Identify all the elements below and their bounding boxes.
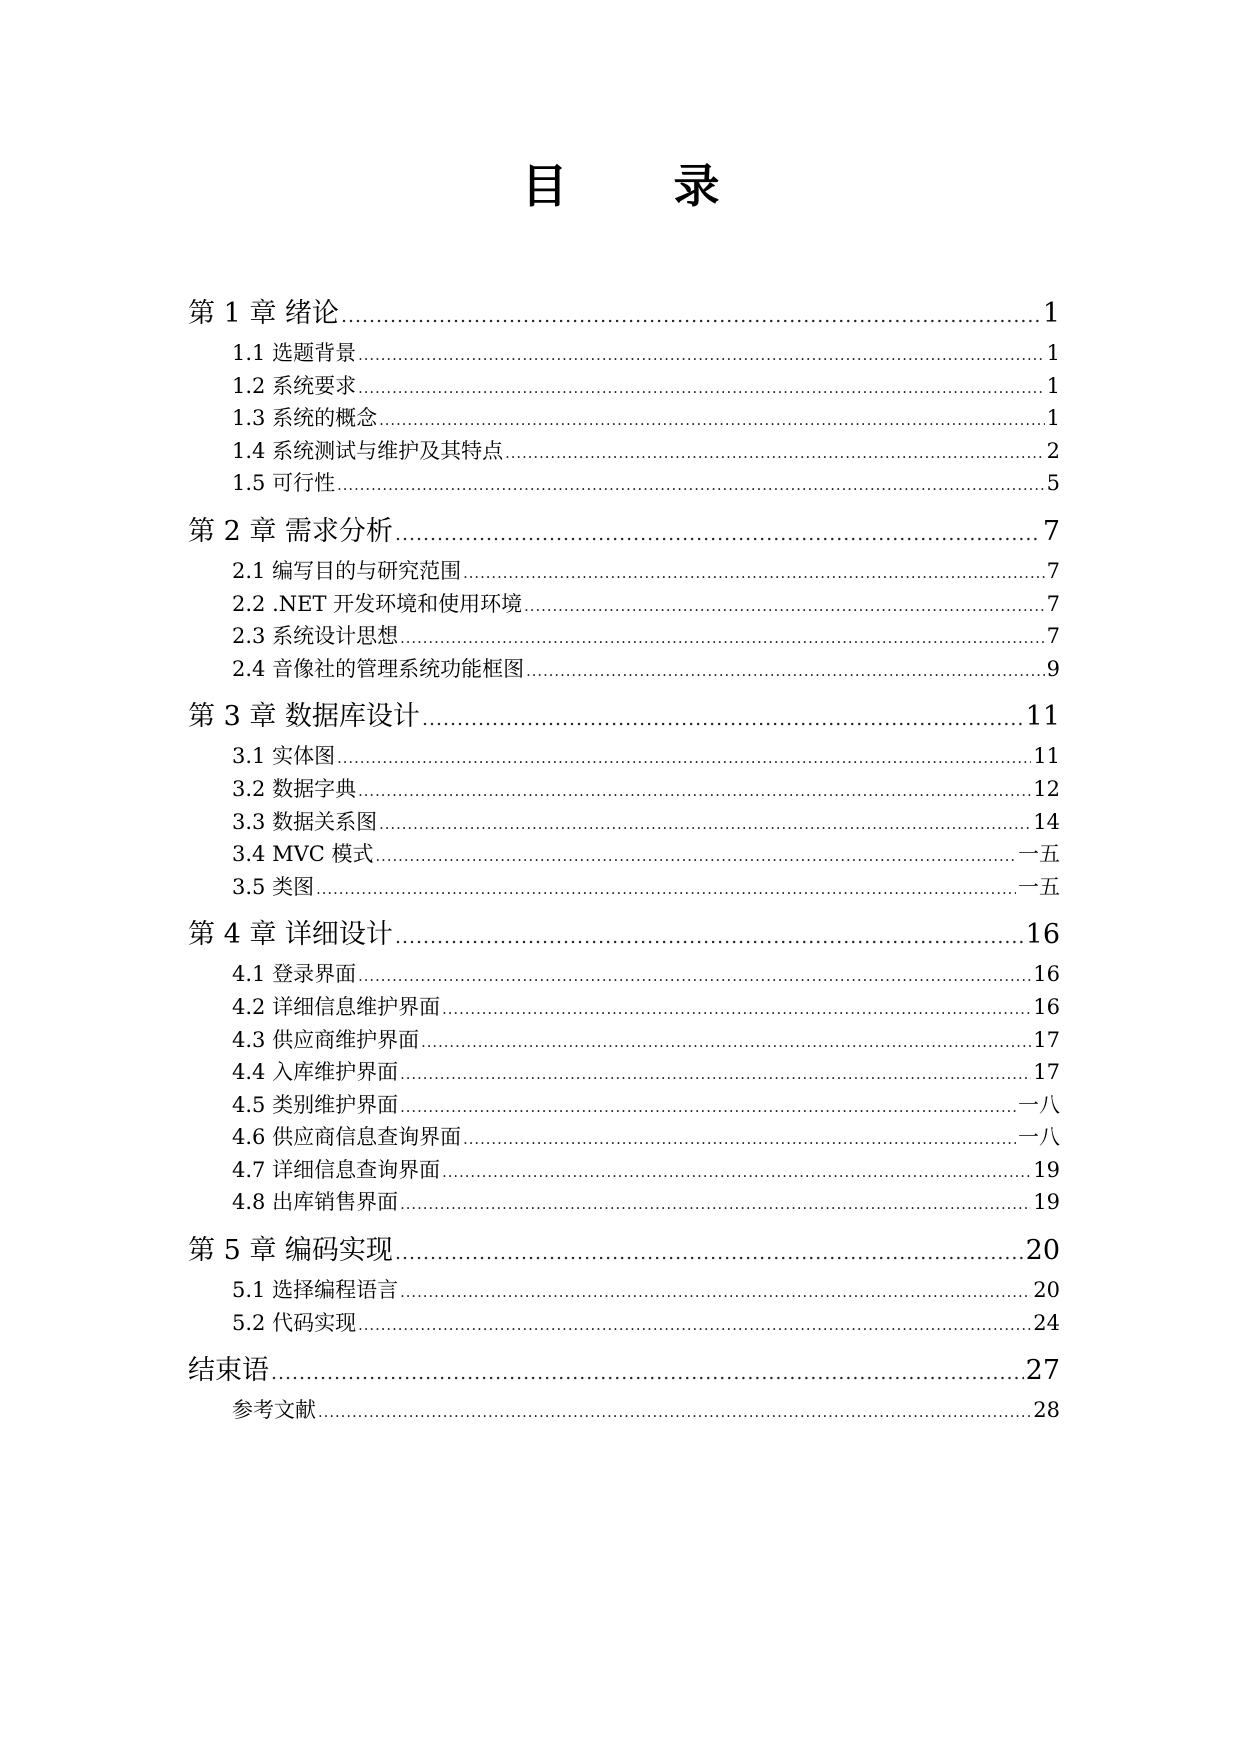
toc-page-number: 16: [1033, 994, 1060, 1019]
dot-leader: [422, 696, 1024, 743]
dot-leader: [318, 1397, 1031, 1430]
toc-page-number: 14: [1033, 809, 1060, 834]
toc-page-number: 一五: [1018, 874, 1060, 899]
toc-section-entry: [188, 467, 1060, 500]
toc-chapter-entry: [188, 1227, 1060, 1274]
dot-leader: [442, 994, 1031, 1027]
toc-page-number: 19: [1033, 1157, 1060, 1182]
dot-leader: [400, 623, 1045, 656]
toc-entry-label: 4.2 详细信息维护界面: [232, 994, 441, 1019]
toc-section-entry: [188, 370, 1060, 403]
toc-section-entry: [188, 740, 1060, 773]
dot-leader: [442, 1157, 1031, 1190]
toc-section-entry: [188, 1186, 1060, 1219]
dot-leader: [400, 1189, 1031, 1222]
toc-section-entry: [188, 555, 1060, 588]
dot-leader: [358, 340, 1045, 373]
toc-chapter-entry: [188, 1347, 1060, 1394]
toc-section-entry: [188, 1121, 1060, 1154]
toc-entry-label: 4.6 供应商信息查询界面: [232, 1125, 462, 1150]
toc-page-number: 一八: [1018, 1092, 1060, 1117]
toc-entry-label: 第 1 章 绪论: [188, 298, 339, 329]
toc-entry-label: 第 2 章 需求分析: [188, 515, 393, 547]
toc-section-entry: [188, 773, 1060, 806]
toc-page-number: 9: [1046, 656, 1060, 681]
toc-page-number: 17: [1033, 1027, 1060, 1052]
toc-page-number: 1: [1046, 341, 1060, 365]
page-title: 目 录: [521, 159, 750, 213]
toc-entry-label: 结束语: [188, 1355, 269, 1387]
toc-page-number: 7: [1042, 515, 1060, 547]
toc-chapter-entry: [188, 508, 1060, 555]
toc-entry-label: 4.1 登录界面: [232, 962, 357, 987]
toc-entry-label: 5.2 代码实现: [232, 1310, 357, 1335]
toc-entry-label: 参考文献: [232, 1398, 316, 1423]
dot-leader: [400, 1092, 1016, 1125]
toc-section-entry: [188, 653, 1060, 686]
toc-entry-label: 4.4 入库维护界面: [232, 1060, 399, 1085]
toc-page-number: 12: [1033, 776, 1060, 801]
toc-section-entry: [188, 1154, 1060, 1187]
toc-section-entry: [188, 1394, 1060, 1427]
toc-entry-label: 第 5 章 编码实现: [188, 1235, 393, 1267]
toc-page-number: 19: [1033, 1190, 1060, 1215]
toc-entry-label: 2.3 系统设计思想: [232, 624, 399, 649]
dot-leader: [400, 1059, 1031, 1092]
toc-page-number: 5: [1046, 471, 1060, 496]
toc-entry-label: 3.1 实体图: [232, 744, 336, 769]
dot-leader: [421, 1027, 1031, 1060]
dot-leader: [271, 1350, 1024, 1397]
dot-leader: [341, 293, 1041, 340]
toc-page-number: 1: [1042, 298, 1060, 329]
toc-entry-label: 4.8 出库销售界面: [232, 1190, 399, 1215]
dot-leader: [358, 1310, 1031, 1343]
toc-entry-label: 第 3 章 数据库设计: [188, 701, 420, 733]
dot-leader: [395, 914, 1024, 961]
toc-entry-label: 1.1 选题背景: [232, 341, 357, 365]
toc-page-number: 28: [1033, 1398, 1060, 1423]
toc-entry-label: 3.4 MVC 模式: [232, 842, 374, 867]
toc-entry-label: 3.2 数据字典: [232, 776, 357, 801]
dot-leader: [395, 1230, 1024, 1277]
toc-page-number: 一八: [1018, 1125, 1060, 1150]
toc-section-entry: [188, 991, 1060, 1024]
toc-section-entry: [188, 838, 1060, 871]
toc-page-number: 17: [1033, 1060, 1060, 1085]
toc-page-number: 7: [1046, 624, 1060, 649]
toc-entry-label: 5.1 选择编程语言: [232, 1278, 399, 1303]
toc-entry-label: 1.4 系统测试与维护及其特点: [232, 438, 504, 463]
toc-section-entry: [188, 1024, 1060, 1057]
toc-entry-label: 4.5 类别维护界面: [232, 1092, 399, 1117]
dot-leader: [395, 511, 1041, 558]
dot-leader: [375, 841, 1016, 874]
toc-page-number: 2: [1046, 438, 1060, 463]
toc-section-entry: [188, 620, 1060, 653]
toc-entry-label: 2.2 .NET 开发环境和使用环境: [232, 591, 523, 616]
toc-page-number: 1: [1046, 373, 1060, 398]
toc-page-number: 24: [1033, 1310, 1060, 1335]
toc-entry-label: 2.4 音像社的管理系统功能框图: [232, 656, 525, 681]
toc-chapter-entry: [188, 911, 1060, 958]
toc-section-entry: [188, 806, 1060, 839]
toc-page-number: 20: [1033, 1278, 1060, 1303]
dot-leader: [358, 961, 1031, 994]
toc-page-number: 16: [1033, 962, 1060, 987]
dot-leader: [463, 558, 1045, 591]
toc-page-number: 16: [1025, 919, 1060, 951]
toc-section-entry: [188, 1274, 1060, 1307]
dot-leader: [505, 438, 1045, 471]
toc-entry-label: 3.5 类图: [232, 874, 315, 899]
toc-page-number: 7: [1046, 591, 1060, 616]
toc-page-number: 1: [1046, 406, 1060, 431]
toc-page-number: 7: [1046, 558, 1060, 583]
toc-entry-label: 第 4 章 详细设计: [188, 919, 393, 951]
toc-section-entry: [188, 435, 1060, 468]
dot-leader: [379, 809, 1031, 842]
dot-leader: [337, 743, 1031, 776]
toc-entry-label: 4.3 供应商维护界面: [232, 1027, 420, 1052]
toc-section-entry: [188, 588, 1060, 621]
table-of-contents: [188, 290, 1060, 1427]
dot-leader: [463, 1124, 1016, 1157]
dot-leader: [526, 656, 1045, 689]
dot-leader: [358, 373, 1045, 406]
toc-chapter-entry: [188, 290, 1060, 337]
toc-entry-label: 1.5 可行性: [232, 471, 336, 496]
toc-entry-label: 1.2 系统要求: [232, 373, 357, 398]
toc-entry-label: 4.7 详细信息查询界面: [232, 1157, 441, 1182]
toc-page-number: 11: [1025, 701, 1060, 733]
dot-leader: [316, 874, 1016, 907]
dot-leader: [400, 1277, 1031, 1310]
toc-section-entry: [188, 1307, 1060, 1340]
toc-section-entry: [188, 1089, 1060, 1122]
dot-leader: [379, 405, 1045, 438]
toc-chapter-entry: [188, 693, 1060, 740]
toc-page-number: 27: [1025, 1355, 1060, 1387]
toc-section-entry: [188, 337, 1060, 370]
toc-entry-label: 1.3 系统的概念: [232, 406, 378, 431]
toc-entry-label: 3.3 数据关系图: [232, 809, 378, 834]
toc-section-entry: [188, 871, 1060, 904]
toc-section-entry: [188, 958, 1060, 991]
toc-section-entry: [188, 1056, 1060, 1089]
dot-leader: [524, 591, 1044, 624]
dot-leader: [358, 776, 1031, 809]
toc-section-entry: [188, 402, 1060, 435]
toc-page-number: 11: [1033, 744, 1060, 769]
toc-page-number: 一五: [1018, 842, 1060, 867]
toc-page-number: 20: [1025, 1235, 1060, 1267]
dot-leader: [337, 470, 1045, 503]
toc-entry-label: 2.1 编写目的与研究范围: [232, 558, 462, 583]
